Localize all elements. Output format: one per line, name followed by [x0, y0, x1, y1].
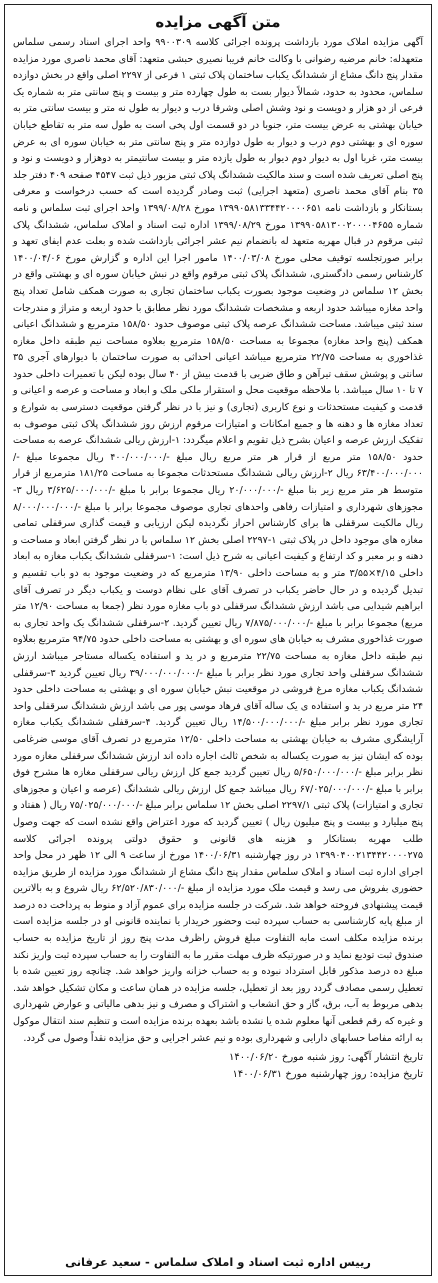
publication-date: تاریخ انتشار آگهی: روز شنبه مورخ ۱۴۰۰/۰۶/۲۰ — [229, 1052, 423, 1064]
notice-signature: رییس اداره ثبت اسناد و املاک سلماس - سعید عرفانی — [65, 1255, 371, 1269]
notice-dates — [13, 1049, 423, 1083]
notice-body: آگهی مزایده املاک مورد بازداشت پرونده اجرائی کلاسه ۹۹۰۰۳۰۹ واحد اجرای اسناد رسمی سلماس متعهدله: خانم مرضیه رضوانی با وکالت خانم فریبا نصیری حبشی متعهد: آقای محمد ناصری مورد مزایده مقدار پنج دانگ مشاع از ششدانگ یکباب ساختمان پلاک ثبتی ۱ فرعی از ۲۲۹۷ اصلی واقع در بخش دوازده سلماس، محدود به حدود، شمالاً دیوار بست به طول چهارده متر و بیست و پنج سانتی متر به شماره یک فرعی از دو هزار و دویست و نود وشش اصلی وشرقا درب و دیوار به طول نه متر و بیست سانتی متر به خیابان بهشتی به عرض بیست متر، جنوبا در دو قسمت اول پخی است به طول سه متر به تقاطع خیابان سوره ای و بهشتی دوم درب و دیوار به طول دوازده متر و پنج سانتی متر به خیابان سوره ای به عرض بیست متر، غربا اول به دیوار دوم دیوار به طول یازده متر و بیست سانتیمتر به دوهزار و دویست و نود و پنج اصلی تعریف شده است و سند مالکیت ششدانگ پلاک ثبتی مزبور ذیل ثبت ۴۵۴۷ صفحه ۴۰۹ دفتر جلد ۳۵ بنام آقای محمد ناصری (متعهد اجرایی) ثبت وصادر گردیده است که حسب درخواست و معرفی بستانکار و بازداشت نامه ۱۳۹۹۰۵۸۱۳۳۴۴۲۰۰۰۰۶۵۱ مورخ ۱۳۹۹/۰۸/۲۸ واحد اجرای ثبت سلماس و نامه شماره ۱۳۹۹۰۵۸۱۳۰۰۲۰۰۰۰۴۶۵۵ مورخ ۱۳۹۹/۰۸/۲۹ اداره ثبت اسناد و املاک سلماس، ششدانگ پلاک ثبتی مرقوم در قبال مهریه متعهد له بانضمام نیم عشر اجرائی بازداشت شده و بعلت عدم ایفای تعهد و برابر صورتجلسه توقیف محلی مورخ ۱۴۰۰/۰۳/۰۸ مامور اجرا این اداره و گزارش مورخ ۱۴۰۰/۰۴/۰۶ کارشناس رسمی دادگستری، ششدانگ پلاک ثبتی مرقوم واقع در نبش خیابان سوره ای و بهشتی واقع در بخش ۱۲ سلماس در وضعیت موجود بصورت یکباب ساختمان تجاری به صورت همکف شامل تعداد پنج واحد مغازه میباشد حدود اربعه و مشخصات ششدانگ مورد نظر مطابق با حدود اربعه و متراژ و مندرجات سند ثبتی میباشد. مساحت ششدانگ عرصه پلاک ثبتی موصوف حدود ۱۵۸/۵۰ مترمربع و ششدانگ اعیانی همکف (پنج واحد مغازه) مجموعا به مساحت ۱۵۸/۵۰ مترمربع بعلاوه مساحت نیم طبقه داخل مغازه غذاخوری به مساحت ۲۲/۷۵ مترمربع میباشد اعیانی احداثی به صورت ساختمان با دیوارهای آجری ۳۵ سانتی و پوشش سقف تیرآهن و طاق ضربی با قدمت بیش از ۴۰ سال بوده لیکن با تعمیرات داخلی حدود ۷ تا ۱۰ سال میباشد. با ملاحظه موقعیت محل و استقرار ملکی ملک و ابعاد و مساحت و عرصه و اعیانی و قدمت و کیفیت مستحدثات و نوع کاربری (تجاری) و نیز با در نظر گرفتن موقعیت دسترسی به شوارع و تعداد مغازه ها و دهنه ها و جمیع امکانات و امتیازات مرقوم ارزش روز ششدانگ پلاک ثبتی موصوف به تفکیک ارزش عرصه و اعیان بشرح ذیل تقویم و اعلام میگردد: ۱-ارزش ریالی ششدانگ عرصه به مساحت حدود ۱۵۸/۵۰ متر مربع از قرار هر متر مربع ریال مبلغ -/۴۰۰/۰۰۰/۰۰۰ ریال مجموعا مبلغ -/۶۳/۴۰۰/۰۰۰/۰۰۰ ریال ۲-ارزش ریالی ششدانگ مستحدثات مجموعا به مساحت ۱۸۱/۲۵ مترمربع از قرار متوسط هر متر مربع زیر بنا مبلغ -/۲۰/۰۰۰/۰۰۰ ریال مجموعا برابر با مبلغ -/۳/۶۲۵/۰۰۰/۰۰۰ ریال ۳-مجوزهای شهرداری و امتیازات رفاهی واحدهای تجاری موصوف مجموعا برابر با مبلغ -/۸/۰۰۰/۰۰۰/۰۰۰ ریال مالکیت سرقفلی ها برای کارشناس احراز نگردیده لیکن ارزیابی و قیمت گذاری سرقفلی تمامی مغازه های موجود داخل در پلاک ثبتی ۱-۲۲۹۷ اصلی بخش ۱۲ سلماس با در نظر گرفتن ابعاد و مساحت و دهنه و بر معبر و کد ارتفاع و کیفیت اعیانی به شرح ذیل است: ۱-سرقفلی ششدانگ یکباب مغازه به ابعاد داخلی ۴/۱۵×۳/۵۵ متر و به مساحت داخلی ۱۳/۹۰ مترمربع که در وضعیت موجود به دو باب تقسیم و تبدیل گردیده و در حال حاضر یکباب در تصرف آقای علی نظام دوست و یکباب دیگر در تصرف آقای ابراهیم شیدایی می باشد ارزش ششدانگ سرقفلی دو باب مغازه مورد نظر (جمعا به مساحت ۱۲/۹۰ متر مربع) مجموعا برابر با مبلغ -/۷/۸۷۵/۰۰۰/۰۰۰ ریال تعیین گردید. ۲-سرقفلی ششدانگ یک واحد تجاری به صورت غذاخوری مشرف به خیابان های سوره ای و بهشتی به مساحت داخلی حدود ۹۴/۷۵ مترمربع بعلاوه نیم طبقه داخل مغازه به مساحت ۲۲/۷۵ مترمربع و در ید و استفاده یکساله مستاجر میباشد ارزش ششدانگ سرقفلی واحد تجاری مورد نظر برابر با مبلغ -/۳۹/۰۰۰/۰۰۰/۰۰۰ ریال تعیین گردید ۳-سرقفلی ششدانگ یکباب مغازه مرغ فروشی در موقعیت نبش خیابان سوره ای و بهشتی به مساحت داخلی حدود ۲۴ متر مربع در ید و استفاده ی یک ساله آقای فرهاد موسی پور می باشد ارزش ششدانگ سرقفلی واحد تجاری مورد نظر برابر مبلغ -/۱۴/۵۰۰/۰۰۰/۰۰۰ ریال تعیین گردید. ۴-سرقفلی ششدانگ یکباب مغازه آرایشگری مشرف به خیابان بهشتی به مساحت داخلی ۱۲/۵۰ مترمربع در تصرف آقای موسی ضرغامی بوده که ایشان نیز به صورت یکساله به شخص ثالث اجاره داده اند ارزش ششدانگ سرقفلی مغازه مورد نظر برابر مبلغ -/۵/۶۵۰/۰۰۰/۰۰۰ ریال تعیین گردید جمع کل ارزش ریالی سرقفلی مغازه ها مشرح فوق برابر با مبلغ -/۶۷/۰۲۵/۰۰۰/۰۰۰ ریال میباشد جمع کل ارزش ریالی ششدانگ (عرصه و اعیان و مجوزهای تجاری و امتیازات) پلاک ثبتی ۲۲۹۷/۱ اصلی بخش ۱۲ سلماس برابر مبلغ -/۷۵/۰۲۵/۰۰۰/۰۰۰ ریال ( هفتاد و پنج میلیارد و بیست و پنج میلیون ریال ) تعیین گردید که مورد اعتراض واقع نشده است که جهت وصول طلب مهریه بستانکار و هزینه های قانونی و حقوق دولتی پرونده اجرائی کلاسه ۱۳۹۹۰۴۰۰۲۱۳۴۴۲۰۰۰۰۲۷۵ در روز چهارشنبه ۱۴۰۰/۰۶/۳۱ مورخ از ساعت ۹ الی ۱۲ ظهر در محل واحد اجرای اداره ثبت اسناد و املاک سلماس مقدار پنج دانگ مشاع از ششدانگ مورد مزایده از طریق مزایده حضوری بفروش می رسد و قیمت ملک مورد مزایده از مبلغ -/۶۲/۵۲۰/۸۳۰/۰۰۰ ریال شروع و به بالاترین قیمت پیشنهادی فروخته خواهد شد. شرکت در جلسه مزایده برای عموم آزاد و منوط به پرداخت ده درصد از مبلغ پایه کارشناسی به حساب سپرده ثبت وحضور خریدار یا نماینده قانونی او در جلسه مزایده است برنده مزایده مکلف است مابه التفاوت مبلغ فروش راظرف مدت پنج روز از تاریخ مزایده به حساب صندوق ثبت تودیع نماید و در صورتیکه ظرف مهلت مقرر ما به التفاوت را به حساب سپرده ثبت واریز نکند مبلغ ده درصد مذکور قابل استرداد نبوده و به حساب خزانه واریز خواهد شد. چنانچه روز تعیین شده با تعطیل رسمی مصادف گردد روز بعد از تعطیل، جلسه مزایده در همان ساعت و مکان تشکیل خواهد شد. بدهی مربوط به آب، برق، گاز و حق انشعاب و اشتراک و مصرف و نیز بدهی مالیاتی و عوارض شهرداری و غیره که رقم قطعی آنها معلوم شده یا نشده باشد بعهده برنده مزایده است و تنظیم سند انتقال موکول به ارائه مفاصا حسابهای دارایی و شهرداری بوده و نیم عشر اجرایی و حق مزایده نقداً وصول می گردد. — [13, 37, 424, 1044]
auction-notice — [4, 4, 432, 1276]
notice-title: متن آگهی مزایده — [155, 13, 281, 31]
auction-date: تاریخ مزایده: روز چهارشنبه مورخ ۱۴۰۰/۰۶/۳۱ — [232, 1069, 423, 1081]
